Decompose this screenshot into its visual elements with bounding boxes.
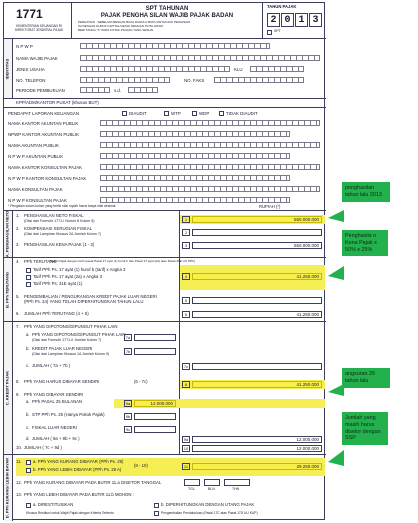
amount-field[interactable]	[134, 413, 176, 420]
tax-year-digit[interactable]: 0	[281, 13, 294, 27]
line-number: a.	[26, 399, 30, 404]
amount-field[interactable]	[192, 363, 322, 370]
restitution-checkbox[interactable]	[26, 503, 31, 508]
line-label: STP PPh Ps. 25 (Hanya Pokok Pajak)	[32, 412, 105, 417]
divider	[4, 321, 326, 322]
line-label: PPh YANG HARUS DIBAYAR SENDIRI	[24, 379, 100, 384]
line-label: PENGEMBALIAN / PENGURANGAN KREDIT PAJAK LUAR NEGERI	[24, 294, 157, 299]
line-number: 13.	[16, 492, 22, 497]
line-label: PPh YANG DIPOTONG/DIPUNGUT PIHAK LAIN	[32, 332, 126, 337]
offset-checkbox[interactable]	[154, 503, 159, 508]
auditor-field[interactable]	[100, 164, 320, 170]
section-c-label: C. KREDIT PAJAK	[4, 370, 10, 406]
tarif-checkbox[interactable]	[26, 275, 31, 280]
auditor-field-label: NAMA KANTOR KONSULTAN PAJAK	[8, 165, 83, 170]
year-label: THN	[232, 487, 240, 491]
line-formula: (6 - 7c)	[134, 379, 148, 384]
business-type-label: JENIS USAHA	[16, 67, 45, 72]
form-header-title	[72, 3, 262, 39]
line-number: 4.	[16, 259, 20, 264]
tax-year-digit[interactable]: 2	[267, 13, 280, 27]
line-number: d.	[26, 436, 30, 441]
line-number: b.	[26, 412, 30, 417]
line-number: 10.	[16, 445, 22, 450]
payment-day-field[interactable]	[184, 479, 200, 486]
tarif-option: Tarif PPh Ps. 17 ayat (1) huruf b (tarif) x Angka 3	[33, 267, 126, 272]
phone-label: NO. TELEPON	[16, 78, 46, 83]
spt-checkbox[interactable]	[267, 30, 272, 35]
auditor-field-label: N P W P KANTOR KONSULTAN PAJAK	[8, 176, 87, 181]
tarif-option: Tarif PPh Ps. 17 ayat (2a) x Angka 3	[33, 274, 103, 279]
line-box-number: 7c	[183, 364, 189, 369]
amount-field[interactable]: 41.250.000	[192, 273, 322, 280]
line-label: PPh TERUTANG	[24, 259, 57, 264]
amount-field[interactable]	[192, 297, 322, 304]
annotation-arrows	[318, 170, 418, 523]
line-box-number: 9c	[125, 427, 131, 432]
tarif-checkbox[interactable]	[26, 268, 31, 273]
line-box-number: 9d	[183, 437, 189, 442]
line-number: 9.	[16, 392, 20, 397]
amount-field[interactable]: 12.000.000	[134, 400, 176, 407]
line-sublabel: (PPh Ps. 24) YANG TELAH DIPERHITUNGKAN TAHUN LALU	[24, 299, 144, 304]
opinion-option: WTP	[171, 111, 181, 116]
overpaid-option: b. PPh YANG LEBIH DIBAYAR (PPh Ps. 28 A)	[33, 467, 122, 472]
tax-year-label: TAHUN PAJAK	[267, 4, 297, 9]
line-box-number: 8	[182, 381, 190, 388]
taxpayer-name-field[interactable]	[80, 55, 320, 61]
line-number: b.	[26, 346, 30, 351]
line-box-number: 7a	[125, 335, 131, 340]
section-d-strip	[4, 455, 13, 521]
period-end-field[interactable]	[128, 87, 158, 93]
taxpayer-name-label: NAMA WAJIB PAJAK	[16, 56, 58, 61]
auditor-field[interactable]	[100, 131, 290, 137]
tax-year-digit[interactable]: 1	[295, 13, 308, 27]
offset-option: b. DIPERHITUNGKAN DENGAN UTANG PAJAK	[161, 502, 255, 507]
line-label: PPh PASAL 25 BULANAN	[32, 399, 83, 404]
tarif-checkbox[interactable]	[26, 282, 31, 287]
line-box-number: 3	[182, 242, 190, 249]
npwp-label: N P W P	[16, 44, 33, 49]
klu-label: KLU	[234, 67, 243, 72]
annotation-note: Penghasila n Kena Pajak x 50% x 25%	[342, 230, 388, 256]
line-sublabel: (Diisi dari Formulir 1771-II Jumlah Kolom 7)	[32, 338, 102, 342]
amount-field[interactable]	[134, 334, 176, 341]
line-number: 2.	[16, 226, 20, 231]
preliminary-refund-checkbox[interactable]	[154, 511, 159, 516]
amount-field[interactable]: 550.000.000	[192, 242, 322, 249]
opinion-wdp-checkbox[interactable]	[192, 111, 197, 116]
klu-field[interactable]	[250, 66, 304, 72]
line-number: 7.	[16, 324, 20, 329]
line-sublabel: (Diisi dari Formulir 1771-I Nomor 8 Kolom 5)	[24, 219, 95, 223]
line-box-number: 1	[182, 216, 190, 223]
form-notes	[78, 21, 258, 33]
annotation-pointer	[328, 450, 344, 466]
line-number: c.	[26, 363, 30, 368]
line-number: c.	[26, 425, 30, 430]
underpaid-checkbox[interactable]	[26, 460, 31, 465]
divider	[4, 107, 326, 108]
line-label: JUMLAH PPh TERUTANG (4 + 5)	[24, 311, 89, 316]
auditor-field-label: NAMA KANTOR AKUNTAN PUBLIK	[8, 121, 79, 126]
line-box-number: 9b	[125, 414, 131, 419]
form-header-left	[4, 3, 72, 39]
identity-strip-label: IDENTITAS	[4, 58, 10, 80]
phone-field[interactable]	[80, 77, 170, 83]
line-sublabel: (Wajib Pajak dengan tarif sesuai Pasal 17 ayat (1) huruf b dan Pasal 17 ayat (2a) atau Pasal 31E UU PPh)	[49, 259, 195, 263]
section-b-strip	[4, 258, 13, 321]
section-a-label: A. PENGHASILAN NETO	[4, 210, 10, 258]
opinion-option: WDP	[199, 111, 210, 116]
tax-year-digit[interactable]: 3	[309, 13, 322, 27]
amount-field[interactable]	[134, 426, 176, 433]
line-label: PPh YANG DIPOTONG/DIPUNGUT PIHAK LAIN	[24, 324, 118, 329]
auditor-field[interactable]	[100, 197, 290, 203]
line-label: PPh YANG KURANG DIBAYAR PADA BUTIR 11.a DISETOR TANGGAL	[24, 480, 162, 485]
line-number: 1.	[16, 213, 20, 218]
divider	[4, 210, 326, 211]
fax-label: NO. FAKS	[184, 78, 205, 83]
auditor-field[interactable]	[100, 186, 320, 192]
line-number: 5.	[16, 294, 20, 299]
ministry-name: KEMENTERIAN KEUANGAN RI DIREKTORAT JENDERAL PAJAK	[14, 24, 64, 32]
opinion-audited-checkbox[interactable]	[122, 111, 127, 116]
fax-field[interactable]	[214, 77, 304, 83]
line-box-number: 5	[182, 297, 190, 304]
note-line: ISI DENGAN HURUF KAPITAL/CETAK DENGAN TINTA HITAM	[78, 23, 163, 28]
note-line: BERI TANDA "X" PADA KOTAK PILIHAN YANG SESUAI	[78, 27, 154, 32]
spt-1771-form	[3, 2, 325, 520]
line-number: a.	[26, 332, 30, 337]
payment-month-field[interactable]	[204, 479, 220, 486]
auditor-field-label: NAMA AKUNTAN PUBLIK	[8, 143, 59, 148]
period-sd-label: s.d.	[114, 88, 122, 93]
month-label: BLN	[208, 487, 215, 491]
line-label: PENGHASILAN NETO FISKAL	[24, 213, 84, 218]
line-label: KREDIT PAJAK LUAR NEGERI	[32, 346, 93, 351]
line-box-number: 9a	[125, 401, 131, 406]
spt-label: SPT	[274, 29, 281, 33]
divider	[4, 98, 326, 99]
line-label: PPh YANG DIBAYAR SENDIRI	[24, 392, 84, 397]
refund-note: Khusus Restitusi untuk Wajib Pajak dengan Kriteria Tertentu	[26, 511, 114, 515]
amount-field[interactable]: 12.000.000	[192, 445, 322, 452]
opinion-label: PENDAPAT LAPORAN KEUANGAN	[8, 111, 79, 116]
opinion-option: TIDAK DIAUDIT	[226, 111, 258, 116]
auditor-field-label: NPWP KANTOR AKUNTAN PUBLIK	[8, 132, 79, 137]
form-number: 1771	[16, 7, 43, 21]
line-label: JUMLAH ( 7c + 9d )	[24, 445, 62, 450]
line-box-number: 4	[182, 273, 190, 280]
line-label: JUMLAH ( 9a + 9b + 9c )	[32, 436, 80, 441]
annotation-pointer	[328, 266, 344, 280]
period-label: PERIODE PEMBUKUAN	[16, 88, 65, 93]
amount-field[interactable]: 12.000.000	[192, 436, 322, 443]
note-line: PERHATIAN : SEBELUM MENGISI BACA DAHULU BUKU PETUNJUK PENGISIAN	[78, 20, 191, 24]
auditor-field[interactable]	[100, 153, 290, 159]
section-c-strip	[4, 322, 13, 454]
rupiah-header: RUPIAH (*)	[259, 204, 281, 209]
preliminary-refund-note: Pengembalian Pendahuluan (Pasal 17C atau Pasal 17D UU KUP)	[161, 511, 258, 515]
column-divider	[179, 211, 180, 454]
line-box-number: 10	[183, 446, 189, 451]
line-box-number: 7b	[125, 349, 131, 354]
payment-year-field[interactable]	[224, 479, 250, 486]
section-b-label: B. PPh TERUTANG	[4, 271, 10, 308]
npwp-field[interactable]	[80, 43, 270, 49]
auditor-field[interactable]	[100, 175, 290, 181]
auditor-field-label: NAMA KONSULTAN PAJAK	[8, 187, 63, 192]
line-label: KOMPENSASI KERUGIAN FISKAL	[24, 226, 93, 231]
annotation-note: angsuran 25 tahun lalu	[342, 368, 390, 388]
tarif-option: Tarif PPh Ps. 31E ayat (1)	[33, 281, 83, 286]
divider	[4, 257, 326, 258]
auditor-field-label: N P W P AKUNTAN PUBLIK	[8, 154, 64, 159]
line-box-number: 6	[182, 311, 190, 318]
line-formula: (8 - 10)	[134, 463, 148, 468]
line-number: 12.	[16, 480, 22, 485]
line-box-number: 11	[183, 464, 189, 469]
line-label: FISKAL LUAR NEGERI	[32, 425, 77, 430]
line-number: 6.	[16, 311, 20, 316]
line-label: PENGHASILAN KENA PAJAK (1 - 2)	[24, 242, 95, 247]
line-sublabel: (Diisi dari Lampiran Khusus 2A Jumlah Kolom 7)	[24, 232, 102, 236]
divider	[4, 454, 326, 455]
opinion-option: DIAUDIT	[129, 111, 147, 116]
opinion-not-audited-checkbox[interactable]	[219, 111, 224, 116]
section-a-strip	[4, 211, 13, 257]
amount-field[interactable]	[134, 348, 176, 355]
line-number: 11.	[16, 459, 22, 464]
amount-field[interactable]: 41.250.000	[192, 311, 322, 318]
restitution-option: a. DIRESTITUSIKAN	[33, 502, 74, 507]
amount-field[interactable]: 29.250.000	[192, 463, 322, 470]
section-d-label: D. PPh KURANG/ LEBIH BAYAR	[4, 457, 10, 519]
period-start-field[interactable]	[80, 87, 110, 93]
line-label: PPh YANG LEBIH DIBAYAR PADA BUTIR 11.b MOHON :	[24, 492, 134, 497]
tax-year-box	[262, 3, 326, 39]
day-label: TGL	[188, 487, 195, 491]
opinion-wtp-checkbox[interactable]	[164, 111, 169, 116]
overpaid-checkbox[interactable]	[26, 468, 31, 473]
kpp-label: KPP/ADM/KANTOR PUSAT (khusus BUT)	[16, 100, 99, 105]
amount-field[interactable]: 550.000.000	[192, 216, 322, 223]
auditor-field-label: N P W P KONSULTAN PAJAK	[8, 198, 67, 203]
line-sublabel: (Diisi dari Lampiran Khusus 1A Jumlah Kolom 9)	[32, 352, 110, 356]
annotation-note: Jumlah yang masih harus disetor dengan SSP	[342, 412, 388, 445]
annotation-note: penghasilan tahun lalu 2013	[342, 182, 390, 202]
auditor-field[interactable]	[100, 142, 320, 148]
line-label: JUMLAH ( 7a + 7b )	[32, 363, 71, 368]
form-subtitle: PAJAK PENGHA SILAN WAJIB PAJAK BADAN	[100, 13, 234, 19]
identity-strip	[4, 39, 13, 99]
business-type-field[interactable]	[80, 66, 230, 72]
instruction-text: * Pengisian kolom-kolom yang berisi nilai rupiah harus tanpa nilai desimal	[8, 204, 116, 208]
annotation-pointer	[328, 210, 344, 222]
auditor-field[interactable]	[100, 120, 320, 126]
line-number: 8.	[16, 379, 20, 384]
amount-field[interactable]	[192, 229, 322, 236]
line-number: 3.	[16, 242, 20, 247]
underpaid-option: a. PPh YANG KURANG DIBAYAR (PPh Ps. 29)	[33, 459, 124, 464]
line-box-number: 2	[182, 229, 190, 236]
amount-field[interactable]: 41.250.000	[192, 381, 322, 388]
form-title: SPT TAHUNAN	[145, 6, 189, 12]
